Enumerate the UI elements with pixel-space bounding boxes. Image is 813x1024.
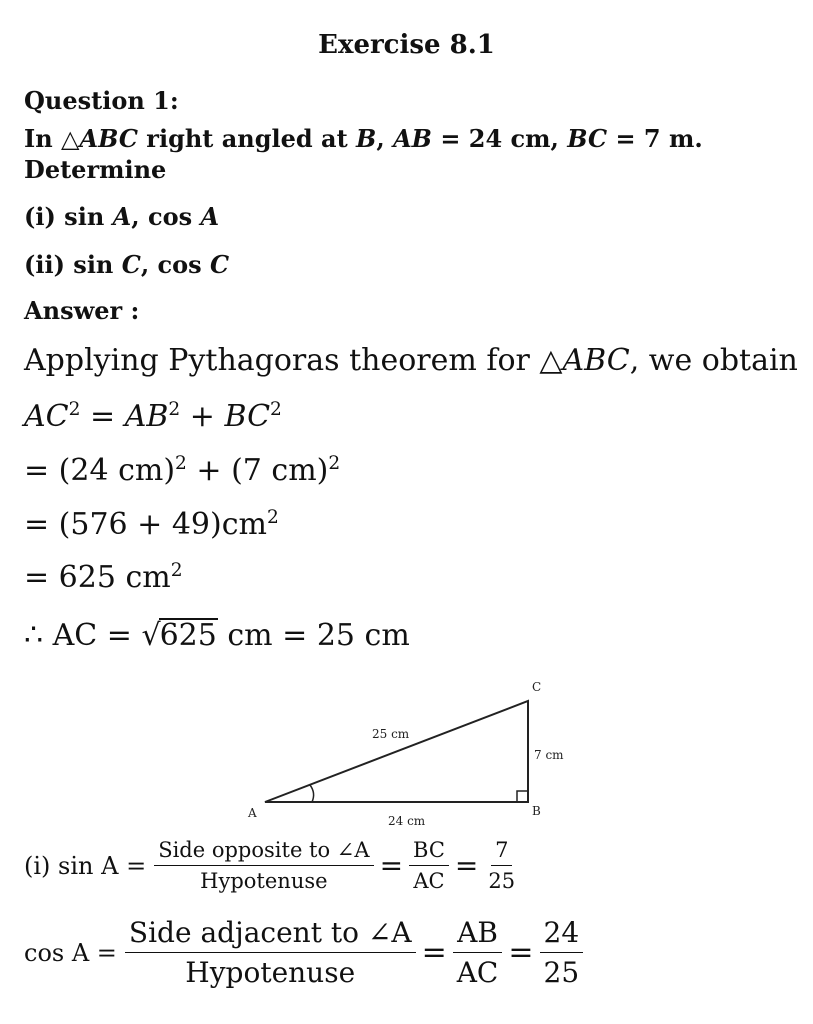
intro-triangle: ABC [562,343,630,378]
cos-a-num-3: 24 [540,916,584,953]
sin-a-lead: (i) sin A = [24,851,147,880]
eq5-part-a: ∴ AC = √ [24,618,161,653]
triangle-shape [265,701,528,802]
question-text-pre: In △ [24,124,80,153]
sin-a-equals-1: = [379,849,404,882]
eq5-radicand: 625 [159,618,217,653]
right-angle-mark [517,791,528,802]
sin-a-den-2: AC [413,869,445,893]
sin-a-den-1: Hypotenuse [200,869,328,893]
question-determine: Determine [24,155,167,184]
sin-a-den-3: 25 [488,869,516,893]
eq1-term-bc: BC [224,399,271,434]
equation-result [24,618,410,653]
cos-a-fraction-1 [125,916,416,989]
eq1-exp-1: 2 [68,398,81,420]
cos-a-equation [24,916,583,989]
side-ab-value: = 24 cm, [431,124,568,153]
equation-step-2 [24,453,340,488]
question-statement [24,124,703,153]
sin-a-equation [24,838,519,893]
part2-angle-c2: C [210,250,230,279]
question-label: Question 1: [24,86,179,115]
side-ab: AB [393,124,432,153]
eq4-part-a: = 625 cm [24,560,171,595]
question-separator: , [376,124,394,153]
eq2-exp-2: 2 [328,452,341,474]
part2-angle-c1: C [121,250,141,279]
sin-a-num-1: Side opposite to ∠A [154,838,373,866]
cos-a-lead: cos A = [24,938,117,967]
part1-angle-a1: A [112,202,132,231]
sin-a-num-3: 7 [491,838,512,866]
answer-label: Answer : [24,296,140,325]
cos-a-den-2: AC [456,956,499,989]
question-text-mid: right angled at [137,124,357,153]
side-bc: BC [567,124,608,153]
cos-a-den-3: 25 [543,956,580,989]
eq2-exp-1: 2 [175,452,187,474]
eq4-exp: 2 [170,559,183,581]
eq3-part-a: = (576 + 49)cm [24,507,267,542]
part1-angle-a2: A [200,202,220,231]
cos-a-equals-1: = [421,935,447,970]
eq1-exp-3: 2 [270,398,282,420]
cos-a-equals-2: = [508,935,534,970]
equation-step-4 [24,560,183,595]
side-label: 7 cm [534,748,564,762]
eq1-plus: + [180,399,225,434]
eq2-part-b: + (7 cm) [186,453,329,488]
sin-a-fraction-1 [154,838,373,893]
part2-text-mid: , cos [140,250,211,279]
side-bc-value: = 7 m. [607,124,703,153]
eq1-equals: = [80,399,125,434]
vertex-c-label: C [532,680,542,694]
sin-a-fraction-3 [484,838,519,893]
triangle-diagram [240,672,580,832]
base-label: 24 cm [388,814,426,828]
sin-a-fraction-2 [409,838,449,893]
eq2-part-a: = (24 cm) [24,453,176,488]
part2-text-pre: (ii) sin [24,250,122,279]
cos-a-den-1: Hypotenuse [185,956,356,989]
triangle-name: ABC [79,124,138,153]
vertex-a-label: A [248,806,257,820]
vertex-b: B [356,124,377,153]
vertex-b-label: B [532,804,541,818]
hypotenuse-label: 25 cm [372,727,410,741]
sin-a-num-2: BC [409,838,449,866]
question-part-1 [24,202,219,231]
answer-intro [24,343,798,378]
cos-a-num-2: AB [453,916,502,953]
sin-a-equals-2: = [454,849,479,882]
equation-step-3 [24,507,279,542]
question-part-2 [24,250,229,279]
cos-a-fraction-3 [540,916,584,989]
eq5-part-b: cm = 25 cm [217,618,410,653]
eq3-exp: 2 [266,506,279,528]
angle-a-arc [310,785,314,802]
cos-a-num-1: Side adjacent to ∠A [125,916,416,953]
intro-text-post: , we obtain [629,343,798,378]
intro-text-pre: Applying Pythagoras theorem for △ [24,343,563,378]
eq1-lhs: AC [24,399,69,434]
part1-text-pre: (i) sin [24,202,113,231]
equation-pythagoras [24,399,282,434]
eq1-term-ab: AB [124,399,169,434]
part1-text-mid: , cos [131,202,201,231]
cos-a-fraction-2 [453,916,503,989]
page-title: Exercise 8.1 [318,30,495,60]
eq1-exp-2: 2 [168,398,181,420]
